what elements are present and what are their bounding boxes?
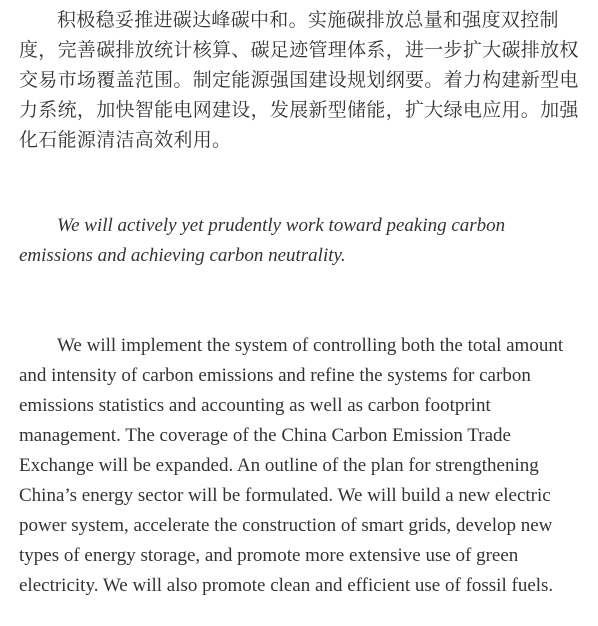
english-body-paragraph: We will implement the system of controlling both the total amount and intensity of carbon emissions and refine the systems for carbon emissions statistics and accounting as well as carbon footprint management. The coverage of the China Carbon Emission Trade Exchange will be expanded. An outline of the plan for strengthening China’s energy sector will be formulated. We will build a new electric power system, accelerate the construction of smart grids, develop new types of energy storage, and promote more extensive use of green electricity. We will also promote clean and efficient use of fossil fuels. (19, 335, 564, 596)
english-lead-paragraph: We will actively yet prudently work toward peaking carbon emissions and achieving carbon neutrality. (19, 215, 506, 266)
chinese-paragraph: 积极稳妥推进碳达峰碳中和。实施碳排放总量和强度双控制度，完善碳排放统计核算、碳足迹管理体系，进一步扩大碳排放权交易市场覆盖范围。制定能源强国建设规划纲要。着力构建新型电力系统，加快智能电网建设，发展新型储能，扩大绿电应用。加强化石能源清洁高效利用。 (19, 9, 579, 151)
